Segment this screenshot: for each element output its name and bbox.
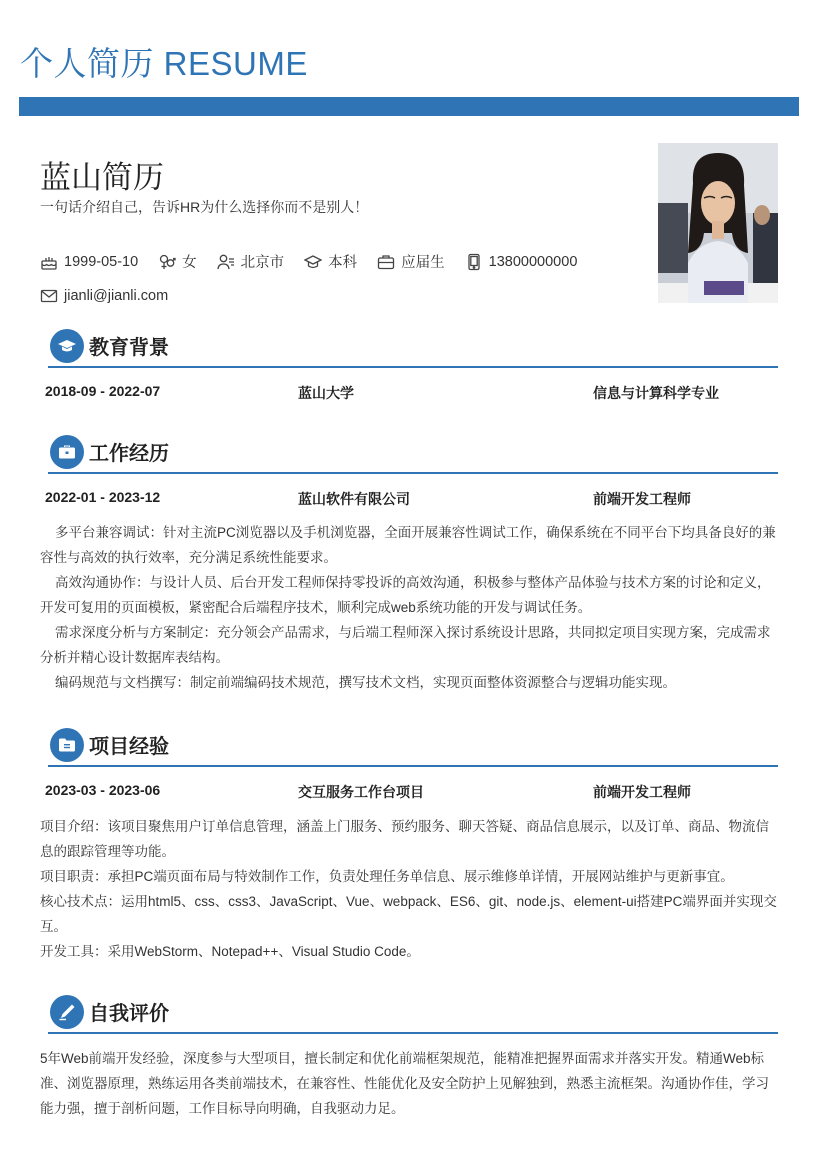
pen-icon (57, 1002, 77, 1022)
work-section-header (48, 432, 778, 474)
education-school: 蓝山大学 (298, 385, 354, 401)
status-info (377, 251, 445, 272)
education-major: 信息与计算科学专业 (593, 385, 719, 401)
project-item: 项目职责：承担PC端页面布局与特效制作工作，负责处理任务单信息、展示维修单详情，开展网站维护与更新事宜。 (40, 869, 734, 884)
degree-value: 本科 (328, 255, 358, 271)
project-item: 核心技术点：运用html5、css、css3、JavaScript、Vue、webpack、ES6、git、node.js、element-ui搭建PC端界面并实现交互。 (40, 894, 777, 934)
work-title: 工作经历 (89, 443, 169, 465)
section-divider (48, 1032, 778, 1034)
work-position: 前端开发工程师 (593, 491, 691, 507)
work-description (40, 520, 780, 695)
work-item: 多平台兼容调试：针对主流PC浏览器以及手机浏览器，全面开展兼容性调试工作，确保系统在不同平台下均具备良好的兼容性与高效的执行效率，充分满足系统性能要求。 (40, 525, 776, 565)
section-divider (48, 366, 778, 368)
project-badge (50, 728, 84, 762)
project-period: 2023-03 - 2023-06 (45, 782, 161, 798)
self-title: 自我评价 (89, 1003, 169, 1025)
work-item: 需求深度分析与方案制定：充分领会产品需求，与后端工程师深入探讨系统设计思路，共同拟定项目实现方案，完成需求分析并精心设计数据库表结构。 (40, 625, 771, 665)
gender-info (158, 251, 197, 272)
project-role: 前端开发工程师 (593, 784, 691, 800)
email-value: jianli@jianli.com (64, 288, 169, 304)
contact-row (40, 287, 188, 305)
location-icon (217, 253, 235, 271)
work-badge (50, 435, 84, 469)
candidate-name: 蓝山简历 (40, 160, 164, 195)
city-value: 北京市 (240, 255, 285, 271)
birth-value: 1999-05-10 (64, 253, 139, 270)
project-section-header (48, 725, 778, 767)
section-divider (48, 472, 778, 474)
mail-icon (40, 287, 58, 305)
education-badge (50, 329, 84, 363)
phone-icon (465, 253, 483, 271)
section-divider (48, 765, 778, 767)
status-value: 应届生 (401, 255, 445, 271)
degree-info (304, 251, 357, 272)
project-description (40, 814, 780, 964)
birth-info (40, 253, 138, 271)
work-period: 2022-01 - 2023-12 (45, 489, 161, 505)
graduation-cap-icon (57, 336, 77, 356)
banner-bar (19, 97, 799, 116)
education-period: 2018-09 - 2022-07 (45, 383, 161, 399)
project-name: 交互服务工作台项目 (298, 784, 424, 800)
folder-icon (57, 735, 77, 755)
work-item: 编码规范与文档撰写：制定前端编码技术规范，撰写技术文档，实现页面整体资源整合与逻辑功能实现。 (55, 675, 676, 690)
city-info (217, 251, 285, 272)
education-title: 教育背景 (89, 337, 169, 359)
project-item: 项目介绍：该项目聚焦用户订单信息管理，涵盖上门服务、预约服务、聊天答疑、商品信息展示，以及订单、商品、物流信息的跟踪管理等功能。 (40, 819, 769, 859)
project-title: 项目经验 (89, 736, 169, 758)
gender-value: 女 (182, 255, 197, 271)
phone-value: 13800000000 (488, 253, 578, 270)
cake-icon (40, 253, 58, 271)
basic-info-row (40, 251, 597, 272)
education-section-header (48, 326, 778, 368)
self-section-header (48, 992, 778, 1034)
briefcase-icon (57, 442, 77, 462)
profile-photo (658, 143, 778, 303)
self-evaluation-text: 5年Web前端开发经验，深度参与大型项目，擅长制定和优化前端框架规范，能精准把握界面需求并落实开发。精通Web标准、浏览器原理，熟练运用各类前端技术，在兼容性、性能优化及安全防护上见解独到，熟悉主流框架。沟通协作佳，学习能力强，擅于剖析问题，工作目标导向明确，自我驱动力足。 (40, 1051, 769, 1116)
phone-info (465, 253, 578, 271)
work-item: 高效沟通协作：与设计人员、后台开发工程师保持零投诉的高效沟通，积极参与整体产品体验与技术方案的讨论和定义，开发可复用的页面模板，紧密配合后端程序技术，顺利完成web系统功能的开发与调试任务。 (40, 575, 771, 615)
gender-icon (158, 253, 176, 271)
briefcase-icon (377, 253, 395, 271)
graduation-cap-icon (304, 253, 322, 271)
project-item: 开发工具：采用WebStorm、Notepad++、Visual Studio Code。 (40, 944, 420, 959)
candidate-slogan: 一句话介绍自己，告诉HR为什么选择你而不是别人！ (40, 199, 369, 215)
email-info (40, 287, 168, 305)
self-badge (50, 995, 84, 1029)
work-company: 蓝山软件有限公司 (298, 491, 410, 507)
resume-banner-title: 个人简历 RESUME (20, 45, 308, 82)
